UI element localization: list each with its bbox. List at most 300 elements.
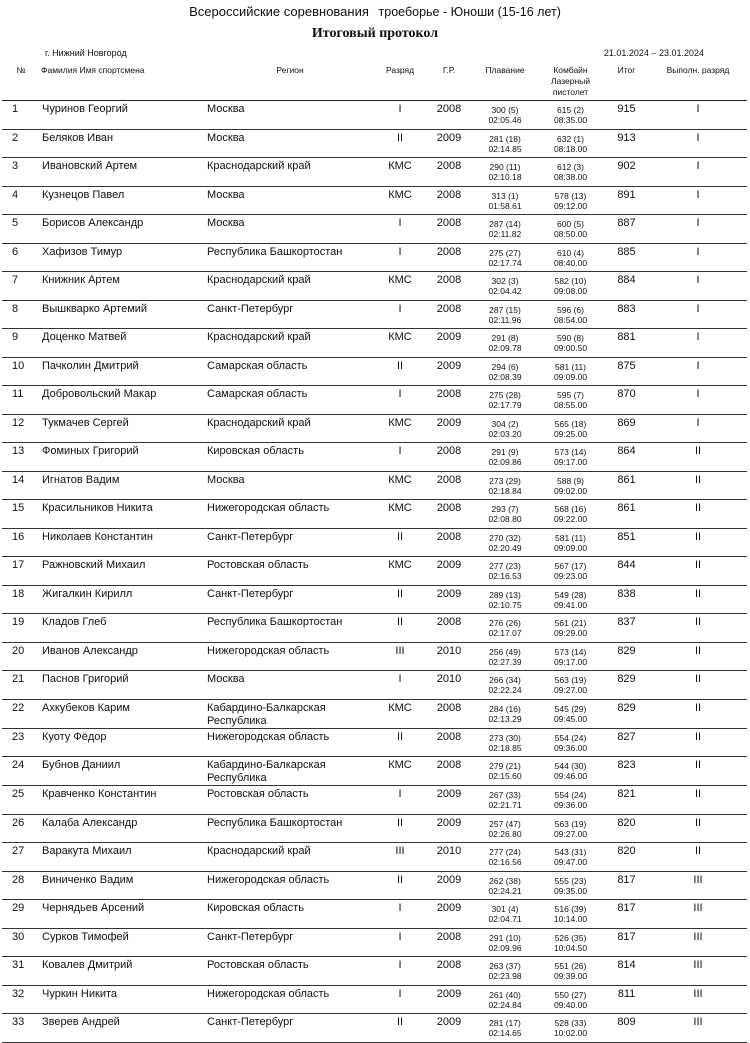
cell-year: 2009 [425, 985, 473, 1014]
cell-combine-time: 08:35.00 [553, 115, 588, 125]
cell-swim [473, 101, 537, 130]
cell-swim [473, 757, 537, 786]
cell-total: 913 [604, 129, 649, 158]
cell-total: 829 [604, 699, 649, 728]
cell-name: Пачколин Дмитрий [40, 357, 205, 386]
cell-name: Варакута Михаил [40, 843, 205, 872]
cell-achieved: I [649, 386, 747, 415]
cell-combine [537, 300, 604, 329]
cell-combine [537, 329, 604, 358]
cell-swim-time: 02:08.80 [488, 514, 522, 524]
cell-combine-points: 528 (33) [554, 1018, 587, 1028]
cell-combine [537, 728, 604, 757]
cell-name: Ахкубеков Карим [40, 699, 205, 728]
cell-combine-points: 595 (7) [557, 390, 584, 400]
city: г. Нижний Новгород [45, 48, 127, 58]
cell-swim-points: 276 (26) [489, 618, 521, 628]
cell-combine-points: 612 (3) [557, 162, 584, 172]
cell-combine-points: 582 (10) [554, 276, 587, 286]
cell-combine-points: 632 (1) [557, 133, 584, 144]
cell-swim-points: 273 (30) [489, 732, 521, 743]
cell-swim-points: 287 (14) [489, 219, 521, 229]
table-row [2, 728, 747, 757]
cell-swim [473, 614, 537, 643]
cell-total: 814 [604, 957, 649, 986]
cell-achieved: II [649, 443, 747, 472]
cell-swim-points: 277 (24) [489, 847, 521, 857]
cell-year: 2008 [425, 528, 473, 557]
cell-name: Кузнецов Павел [40, 186, 205, 215]
cell-swim-points: 275 (28) [489, 390, 521, 400]
table-row [2, 443, 747, 472]
cell-achieved: III [649, 871, 747, 900]
competition-title: Всероссийские соревнования [189, 4, 369, 19]
table-row [2, 528, 747, 557]
cell-swim-points: 291 (9) [491, 447, 519, 457]
table-row [2, 1014, 747, 1043]
cell-num: 25 [2, 786, 40, 815]
cell-num: 20 [2, 642, 40, 671]
cell-combine-time: 09:41.00 [553, 599, 588, 610]
cell-name: Калаба Александр [40, 814, 205, 843]
cell-swim [473, 699, 537, 728]
cell-year: 2008 [425, 272, 473, 301]
cell-achieved: I [649, 215, 747, 244]
cell-achieved: I [649, 129, 747, 158]
cell-region: Нижегородская область [205, 642, 375, 671]
cell-combine-time: 09:47.00 [553, 857, 588, 867]
cell-swim-time: 02:22.24 [488, 685, 522, 695]
cell-combine-points: 561 (21) [554, 618, 587, 628]
cell-num: 13 [2, 443, 40, 472]
cell-swim-time: 02:18.84 [488, 485, 522, 496]
table-row [2, 243, 747, 272]
cell-region: Москва [205, 101, 375, 130]
cell-combine-time: 09:09.00 [553, 542, 588, 553]
cell-rank: III [375, 843, 425, 872]
cell-total: 883 [604, 300, 649, 329]
cell-combine-time: 09:29.00 [553, 628, 588, 638]
table-row [2, 300, 747, 329]
cell-swim [473, 243, 537, 272]
cell-combine-points: 550 (27) [554, 989, 587, 1000]
cell-num: 3 [2, 158, 40, 187]
cell-total: 821 [604, 786, 649, 815]
cell-combine-time: 10:14.00 [553, 914, 588, 924]
cell-swim-points: 277 (23) [489, 561, 521, 571]
cell-swim-time: 02:13.29 [488, 713, 522, 724]
cell-num: 17 [2, 557, 40, 586]
cell-total: 809 [604, 1014, 649, 1043]
cell-name: Паснов Григорий [40, 671, 205, 700]
cell-swim-points: 291 (10) [489, 932, 521, 943]
table-body [2, 101, 747, 1043]
cell-combine [537, 101, 604, 130]
cell-swim-time: 02:24.84 [488, 999, 522, 1010]
cell-total: 829 [604, 671, 649, 700]
cell-combine-time: 10:04.50 [553, 942, 588, 953]
table-header [2, 62, 747, 101]
cell-achieved: I [649, 357, 747, 386]
cell-swim-time: 02:21.71 [488, 800, 522, 810]
cell-swim-time: 02:10.18 [488, 172, 522, 182]
cell-combine-time: 09:25.00 [553, 428, 588, 439]
table-row [2, 757, 747, 786]
cell-year: 2008 [425, 500, 473, 529]
cell-rank: III [375, 642, 425, 671]
cell-name: Бубнов Даниил [40, 757, 205, 786]
cell-swim-time: 02:09.86 [488, 457, 522, 467]
cell-combine-time: 09:12.00 [553, 200, 588, 211]
cell-total: 885 [604, 243, 649, 272]
cell-region: Москва [205, 671, 375, 700]
cell-achieved: III [649, 1014, 747, 1043]
cell-swim [473, 814, 537, 843]
cell-rank: КМС [375, 557, 425, 586]
cell-region: Нижегородская область [205, 985, 375, 1014]
cell-combine [537, 357, 604, 386]
cell-combine [537, 528, 604, 557]
table-row [2, 129, 747, 158]
cell-swim-time: 02:04.71 [488, 914, 522, 924]
cell-swim-time: 02:17.07 [488, 628, 522, 638]
cell-total: 870 [604, 386, 649, 415]
cell-name: Добровольский Макар [40, 386, 205, 415]
table-row [2, 928, 747, 957]
cell-num: 30 [2, 928, 40, 957]
cell-swim-time: 02:11.96 [488, 314, 522, 325]
cell-swim [473, 528, 537, 557]
cell-region: Москва [205, 215, 375, 244]
cell-rank: I [375, 928, 425, 957]
cell-num: 28 [2, 871, 40, 900]
cell-num: 11 [2, 386, 40, 415]
table-row [2, 786, 747, 815]
cell-rank: КМС [375, 500, 425, 529]
cell-name: Доценко Матвей [40, 329, 205, 358]
cell-achieved: II [649, 786, 747, 815]
cell-num: 26 [2, 814, 40, 843]
cell-rank: КМС [375, 272, 425, 301]
cell-total: 811 [604, 985, 649, 1014]
col-combine: Комбайн Лазерный пистолет [537, 62, 604, 101]
cell-swim [473, 786, 537, 815]
cell-swim [473, 1014, 537, 1043]
cell-combine-time: 09:09.00 [553, 371, 588, 382]
cell-region: Ростовская область [205, 957, 375, 986]
col-rank: Разряд [375, 62, 425, 101]
cell-region: Санкт-Петербург [205, 300, 375, 329]
cell-swim [473, 671, 537, 700]
cell-swim-points: 301 (4) [491, 904, 519, 914]
table-row [2, 186, 747, 215]
cell-region: Кировская область [205, 443, 375, 472]
cell-swim-points: 290 (11) [489, 162, 521, 172]
cell-combine-time: 09:08.00 [553, 286, 588, 296]
cell-year: 2009 [425, 1014, 473, 1043]
cell-num: 7 [2, 272, 40, 301]
cell-region: Самарская область [205, 357, 375, 386]
cell-combine-points: 581 (11) [554, 532, 587, 543]
cell-combine [537, 158, 604, 187]
cell-region: Санкт-Петербург [205, 585, 375, 614]
cell-total: 851 [604, 528, 649, 557]
cell-combine-points: 549 (28) [554, 589, 587, 600]
cell-combine [537, 386, 604, 415]
col-swim: Плавание [473, 62, 537, 101]
cell-region: Республика Башкортостан [205, 614, 375, 643]
cell-achieved: I [649, 272, 747, 301]
cell-rank: КМС [375, 699, 425, 728]
cell-rank: I [375, 985, 425, 1014]
cell-rank: I [375, 215, 425, 244]
cell-combine-points: 568 (16) [554, 504, 587, 514]
cell-swim-time: 02:27.39 [488, 656, 522, 667]
cell-total: 891 [604, 186, 649, 215]
cell-num: 31 [2, 957, 40, 986]
cell-swim-time: 02:10.75 [488, 599, 522, 610]
cell-rank: II [375, 585, 425, 614]
table-row [2, 357, 747, 386]
cell-num: 18 [2, 585, 40, 614]
cell-swim [473, 471, 537, 500]
cell-num: 21 [2, 671, 40, 700]
cell-rank: II [375, 357, 425, 386]
cell-region: Нижегородская область [205, 871, 375, 900]
cell-combine-points: 565 (18) [554, 418, 587, 429]
table-row [2, 471, 747, 500]
cell-region: Ростовская область [205, 557, 375, 586]
cell-swim-points: 291 (8) [491, 333, 519, 343]
cell-achieved: I [649, 414, 747, 443]
cell-combine-time: 09:17.00 [553, 656, 588, 667]
cell-rank: I [375, 443, 425, 472]
cell-swim-time: 01:58.61 [488, 200, 522, 211]
cell-year: 2009 [425, 900, 473, 929]
cell-region: Москва [205, 471, 375, 500]
cell-combine-points: 615 (2) [557, 105, 584, 115]
cell-combine-points: 596 (6) [557, 304, 584, 315]
col-achieved: Выполн. разряд [649, 62, 747, 101]
table-row [2, 158, 747, 187]
table-row [2, 900, 747, 929]
cell-combine [537, 614, 604, 643]
competition-subtitle: троеборье - Юноши (15-16 лет) [378, 5, 561, 19]
cell-name: Чернядьев Арсений [40, 900, 205, 929]
cell-combine-points: 563 (19) [554, 818, 587, 829]
cell-num: 2 [2, 129, 40, 158]
cell-swim [473, 728, 537, 757]
cell-swim-points: 270 (32) [489, 532, 521, 543]
cell-swim-points: 262 (38) [489, 875, 521, 886]
cell-swim-points: 281 (17) [489, 1018, 521, 1028]
cell-swim [473, 928, 537, 957]
cell-swim-time: 02:17.74 [488, 257, 522, 268]
cell-combine-time: 09:27.00 [553, 685, 588, 695]
cell-swim [473, 129, 537, 158]
cell-combine [537, 215, 604, 244]
cell-name: Куоту Фёдор [40, 728, 205, 757]
cell-swim-points: 263 (37) [489, 961, 521, 971]
cell-swim [473, 272, 537, 301]
cell-swim-points: 284 (16) [489, 703, 521, 714]
cell-swim [473, 985, 537, 1014]
cell-combine-time: 08:54.00 [553, 314, 588, 325]
cell-total: 915 [604, 101, 649, 130]
cell-year: 2008 [425, 471, 473, 500]
cell-year: 2008 [425, 215, 473, 244]
cell-total: 887 [604, 215, 649, 244]
cell-swim-points: 273 (29) [489, 475, 521, 486]
cell-swim-time: 02:11.82 [488, 229, 522, 239]
cell-name: Тукмачев Сергей [40, 414, 205, 443]
cell-swim-time: 02:18.85 [488, 742, 522, 753]
cell-combine-time: 08:40.00 [553, 257, 588, 268]
cell-swim-points: 294 (6) [491, 361, 519, 372]
cell-num: 8 [2, 300, 40, 329]
cell-swim [473, 414, 537, 443]
cell-combine [537, 186, 604, 215]
cell-total: 820 [604, 843, 649, 872]
cell-swim [473, 843, 537, 872]
cell-num: 12 [2, 414, 40, 443]
cell-region: Кировская область [205, 900, 375, 929]
table-row [2, 843, 747, 872]
cell-num: 16 [2, 528, 40, 557]
cell-region: Краснодарский край [205, 414, 375, 443]
table-row [2, 814, 747, 843]
cell-name: Ивановский Артем [40, 158, 205, 187]
cell-swim-time: 02:17.79 [488, 400, 522, 410]
cell-swim-time: 02:14.85 [488, 143, 522, 154]
cell-swim-points: 256 (49) [489, 646, 521, 657]
cell-total: 875 [604, 357, 649, 386]
table-row [2, 871, 747, 900]
cell-swim-time: 02:20.49 [488, 542, 522, 553]
cell-achieved: II [649, 528, 747, 557]
cell-year: 2008 [425, 186, 473, 215]
cell-region: Нижегородская область [205, 728, 375, 757]
cell-combine-points: 563 (19) [554, 675, 587, 685]
cell-num: 29 [2, 900, 40, 929]
cell-year: 2008 [425, 728, 473, 757]
cell-num: 22 [2, 699, 40, 728]
cell-year: 2009 [425, 585, 473, 614]
cell-name: Беляков Иван [40, 129, 205, 158]
cell-achieved: III [649, 900, 747, 929]
cell-combine-points: 588 (9) [557, 475, 584, 486]
cell-swim [473, 557, 537, 586]
cell-combine-time: 09:00.50 [553, 343, 588, 353]
cell-combine-time: 09:17.00 [553, 457, 588, 467]
cell-name: Хафизов Тимур [40, 243, 205, 272]
cell-achieved: II [649, 557, 747, 586]
cell-swim [473, 158, 537, 187]
cell-combine-points: 600 (5) [557, 219, 584, 229]
cell-achieved: III [649, 985, 747, 1014]
cell-rank: I [375, 243, 425, 272]
cell-swim-time: 02:09.96 [488, 942, 522, 953]
cell-combine-time: 09:45.00 [553, 713, 588, 724]
cell-year: 2008 [425, 443, 473, 472]
table-row [2, 585, 747, 614]
cell-swim-time: 02:08.39 [488, 371, 522, 382]
cell-swim-time: 02:04.42 [488, 286, 522, 296]
cell-combine-points: 573 (14) [554, 447, 587, 457]
cell-achieved: II [649, 500, 747, 529]
cell-achieved: I [649, 300, 747, 329]
cell-year: 2010 [425, 671, 473, 700]
cell-swim [473, 871, 537, 900]
col-year: Г.Р. [425, 62, 473, 101]
cell-combine [537, 585, 604, 614]
cell-num: 23 [2, 728, 40, 757]
cell-swim-points: 293 (7) [491, 504, 519, 514]
cell-rank: I [375, 671, 425, 700]
cell-region: Москва [205, 186, 375, 215]
cell-region: Санкт-Петербург [205, 1014, 375, 1043]
cell-combine [537, 928, 604, 957]
table-row [2, 985, 747, 1014]
cell-swim [473, 386, 537, 415]
cell-combine-time: 09:40.00 [553, 999, 588, 1010]
cell-achieved: I [649, 158, 747, 187]
cell-name: Иванов Александр [40, 642, 205, 671]
cell-combine-points: 567 (17) [554, 561, 587, 571]
cell-swim-points: 287 (15) [489, 304, 521, 315]
cell-year: 2009 [425, 557, 473, 586]
cell-combine-time: 09:46.00 [553, 771, 588, 781]
cell-swim-time: 02:14.65 [488, 1028, 522, 1038]
cell-achieved: III [649, 928, 747, 957]
cell-region: Кабардино-Балкарская Республика [205, 757, 375, 786]
cell-year: 2009 [425, 786, 473, 815]
cell-swim-time: 02:26.80 [488, 828, 522, 839]
cell-combine-points: 545 (29) [554, 703, 587, 714]
cell-combine [537, 957, 604, 986]
cell-combine [537, 1014, 604, 1043]
cell-combine-points: 590 (8) [557, 333, 584, 343]
cell-combine [537, 699, 604, 728]
cell-total: 837 [604, 614, 649, 643]
cell-name: Ковалев Дмитрий [40, 957, 205, 986]
cell-achieved: II [649, 471, 747, 500]
cell-num: 9 [2, 329, 40, 358]
cell-combine-time: 09:36.00 [553, 800, 588, 810]
cell-num: 6 [2, 243, 40, 272]
cell-total: 817 [604, 928, 649, 957]
cell-rank: КМС [375, 329, 425, 358]
table-row [2, 671, 747, 700]
cell-combine [537, 871, 604, 900]
cell-swim-time: 02:23.98 [488, 971, 522, 981]
cell-num: 10 [2, 357, 40, 386]
cell-combine [537, 500, 604, 529]
cell-name: Зверев Андрей [40, 1014, 205, 1043]
cell-num: 4 [2, 186, 40, 215]
cell-combine-time: 08:55.00 [553, 400, 588, 410]
cell-total: 827 [604, 728, 649, 757]
cell-name: Книжник Артем [40, 272, 205, 301]
cell-achieved: I [649, 329, 747, 358]
cell-rank: II [375, 129, 425, 158]
cell-swim-points: 302 (3) [491, 276, 519, 286]
cell-swim [473, 186, 537, 215]
cell-rank: КМС [375, 158, 425, 187]
cell-combine-time: 09:39.00 [553, 971, 588, 981]
cell-combine-points: 610 (4) [557, 247, 584, 258]
cell-swim-time: 02:15.60 [488, 771, 522, 781]
